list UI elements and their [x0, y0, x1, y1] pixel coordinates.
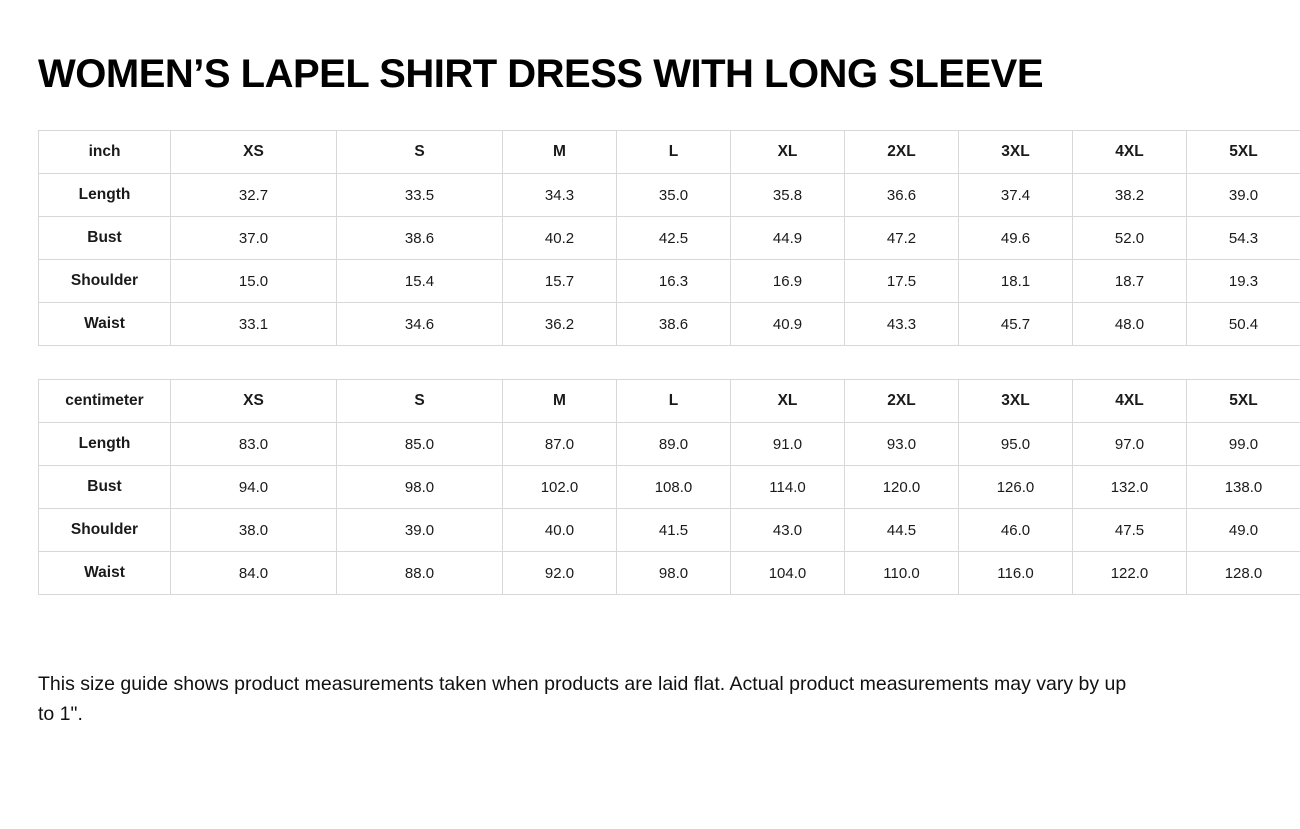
row-label: Bust	[39, 466, 171, 509]
table-cell: 114.0	[731, 466, 845, 509]
size-header: 3XL	[959, 380, 1073, 423]
table-cell: 36.6	[845, 174, 959, 217]
table-cell: 43.3	[845, 303, 959, 346]
table-cell: 126.0	[959, 466, 1073, 509]
table-row	[39, 423, 1300, 466]
table-cell: 120.0	[845, 466, 959, 509]
table-cell: 32.7	[171, 174, 337, 217]
row-label: Length	[39, 423, 171, 466]
table-cell: 46.0	[959, 509, 1073, 552]
size-header: 2XL	[845, 131, 959, 174]
table-cell: 88.0	[337, 552, 503, 595]
table-cell: 95.0	[959, 423, 1073, 466]
table-cell: 98.0	[337, 466, 503, 509]
size-header: L	[617, 131, 731, 174]
table-cell: 52.0	[1073, 217, 1187, 260]
table-cell: 19.3	[1187, 260, 1300, 303]
table-cell: 83.0	[171, 423, 337, 466]
table-cell: 45.7	[959, 303, 1073, 346]
size-header: 3XL	[959, 131, 1073, 174]
row-label: Bust	[39, 217, 171, 260]
row-label: Waist	[39, 303, 171, 346]
size-header: 4XL	[1073, 380, 1187, 423]
size-table-inch	[38, 130, 1300, 346]
size-header: XS	[171, 131, 337, 174]
table-row	[39, 217, 1300, 260]
size-header: 5XL	[1187, 380, 1300, 423]
table-cell: 35.8	[731, 174, 845, 217]
table-cell: 91.0	[731, 423, 845, 466]
table-cell: 40.2	[503, 217, 617, 260]
size-table-centimeter-wrapper	[38, 379, 1262, 595]
table-cell: 47.5	[1073, 509, 1187, 552]
table-cell: 33.1	[171, 303, 337, 346]
row-label: Shoulder	[39, 260, 171, 303]
unit-label: centimeter	[39, 380, 171, 423]
table-cell: 38.0	[171, 509, 337, 552]
table-cell: 85.0	[337, 423, 503, 466]
size-header: XL	[731, 380, 845, 423]
table-cell: 84.0	[171, 552, 337, 595]
table-cell: 43.0	[731, 509, 845, 552]
table-cell: 97.0	[1073, 423, 1187, 466]
table-cell: 49.0	[1187, 509, 1300, 552]
table-cell: 92.0	[503, 552, 617, 595]
table-cell: 34.3	[503, 174, 617, 217]
table-cell: 98.0	[617, 552, 731, 595]
table-cell: 116.0	[959, 552, 1073, 595]
table-cell: 41.5	[617, 509, 731, 552]
table-cell: 102.0	[503, 466, 617, 509]
table-cell: 89.0	[617, 423, 731, 466]
table-row	[39, 303, 1300, 346]
table-row	[39, 509, 1300, 552]
table-cell: 18.1	[959, 260, 1073, 303]
size-header: 5XL	[1187, 131, 1300, 174]
row-label: Shoulder	[39, 509, 171, 552]
table-cell: 38.6	[617, 303, 731, 346]
size-header: L	[617, 380, 731, 423]
size-header: S	[337, 131, 503, 174]
table-cell: 49.6	[959, 217, 1073, 260]
table-row	[39, 466, 1300, 509]
size-header: XS	[171, 380, 337, 423]
table-cell: 38.2	[1073, 174, 1187, 217]
table-cell: 38.6	[337, 217, 503, 260]
unit-label: inch	[39, 131, 171, 174]
table-cell: 16.3	[617, 260, 731, 303]
table-cell: 34.6	[337, 303, 503, 346]
table-cell: 99.0	[1187, 423, 1300, 466]
row-label: Waist	[39, 552, 171, 595]
table-cell: 93.0	[845, 423, 959, 466]
table-header-row	[39, 131, 1300, 174]
table-cell: 110.0	[845, 552, 959, 595]
table-cell: 42.5	[617, 217, 731, 260]
table-row	[39, 260, 1300, 303]
table-cell: 15.7	[503, 260, 617, 303]
table-cell: 18.7	[1073, 260, 1187, 303]
table-header-row	[39, 380, 1300, 423]
table-cell: 39.0	[1187, 174, 1300, 217]
table-cell: 17.5	[845, 260, 959, 303]
table-cell: 54.3	[1187, 217, 1300, 260]
table-cell: 132.0	[1073, 466, 1187, 509]
size-header: 2XL	[845, 380, 959, 423]
table-cell: 108.0	[617, 466, 731, 509]
table-cell: 15.0	[171, 260, 337, 303]
row-label: Length	[39, 174, 171, 217]
table-cell: 44.5	[845, 509, 959, 552]
table-cell: 122.0	[1073, 552, 1187, 595]
table-cell: 48.0	[1073, 303, 1187, 346]
table-row	[39, 552, 1300, 595]
table-cell: 16.9	[731, 260, 845, 303]
table-cell: 94.0	[171, 466, 337, 509]
table-cell: 35.0	[617, 174, 731, 217]
size-header: M	[503, 131, 617, 174]
table-cell: 33.5	[337, 174, 503, 217]
size-header: M	[503, 380, 617, 423]
table-cell: 104.0	[731, 552, 845, 595]
size-table-centimeter	[38, 379, 1300, 595]
table-cell: 40.0	[503, 509, 617, 552]
table-cell: 39.0	[337, 509, 503, 552]
table-cell: 15.4	[337, 260, 503, 303]
size-header: 4XL	[1073, 131, 1187, 174]
table-row	[39, 174, 1300, 217]
size-header: S	[337, 380, 503, 423]
page-title: WOMEN’S LAPEL SHIRT DRESS WITH LONG SLEEVE	[38, 52, 1043, 96]
table-cell: 37.0	[171, 217, 337, 260]
table-cell: 128.0	[1187, 552, 1300, 595]
table-cell: 138.0	[1187, 466, 1300, 509]
table-cell: 50.4	[1187, 303, 1300, 346]
table-cell: 44.9	[731, 217, 845, 260]
size-table-inch-wrapper	[38, 130, 1262, 346]
size-header: XL	[731, 131, 845, 174]
table-cell: 47.2	[845, 217, 959, 260]
size-guide-note: This size guide shows product measurements taken when products are laid flat. Actual product measurements may vary by up to 1".	[38, 673, 1127, 726]
table-cell: 36.2	[503, 303, 617, 346]
table-cell: 87.0	[503, 423, 617, 466]
table-cell: 40.9	[731, 303, 845, 346]
table-cell: 37.4	[959, 174, 1073, 217]
